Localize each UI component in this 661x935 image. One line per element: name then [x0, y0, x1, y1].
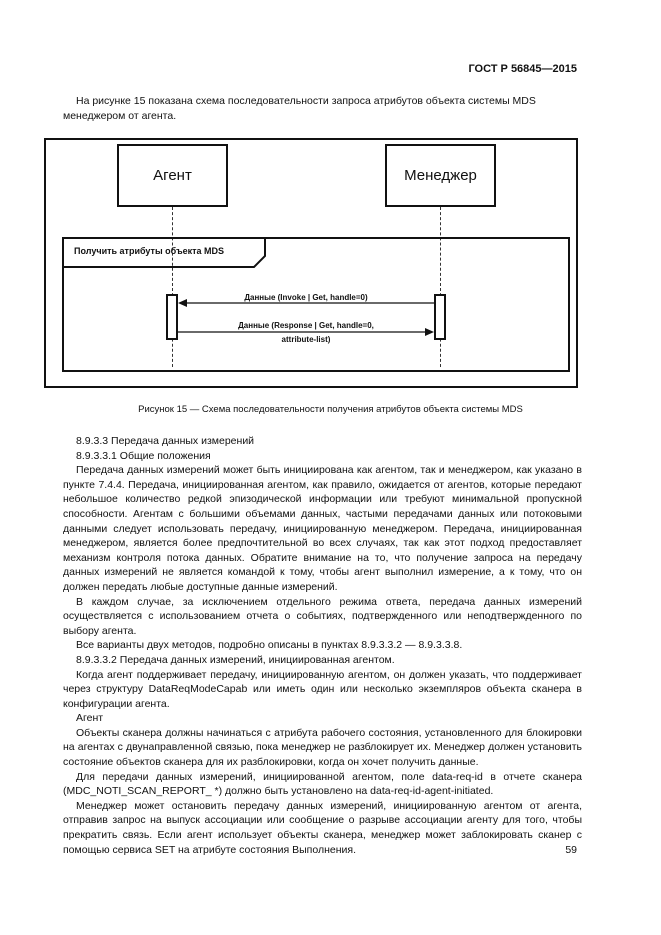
- paragraph: Когда агент поддерживает передачу, инициированную агентом, он должен указать, что поддерживает через структуру DataReqModeCapab или иметь один или несколько экземпляров объекта сканера в конфигурации агента.: [63, 668, 582, 710]
- actor-manager-label: Менеджер: [404, 167, 477, 184]
- subsection-heading: 8.9.3.3.2 Передача данных измерений, инициированная агентом.: [76, 653, 395, 666]
- paragraph: Все варианты двух методов, подробно описаны в пунктах 8.9.3.3.2 — 8.9.3.3.8.: [76, 639, 463, 652]
- response-message-label-2: attribute-list): [281, 335, 331, 344]
- subsection-heading: 8.9.3.3.1 Общие положения: [76, 449, 211, 462]
- actor-agent-label: Агент: [153, 167, 192, 184]
- paragraph: Менеджер может остановить передачу данных измерений, инициированную агентом от агента, отправив запрос на выпуск ассоциации или сообщение о разрыве ассоциации агенту для того, чтобы прекратить связь. Если агент использует объекты сканера, менеджер может заблокировать сканер с помощью сервиса SET на атрибуте состояния Выполнения.: [63, 799, 582, 856]
- request-message-label: Данные (Invoke | Get, handle=0): [244, 293, 368, 302]
- paragraph: В каждом случае, за исключением отдельного режима ответа, передача данных измерений осуществляется с использованием отчета о событиях, подтвержденного или неподтвержденного по выбору агента.: [63, 595, 582, 637]
- paragraph: Передача данных измерений может быть инициирована как агентом, так и менеджером, как указано в пункте 7.4.4. Передача, инициированная агентом, как правило, ожидается от агентов, которые передают небольшое количество редкой эпизодической информации или требуют минимальной пропускной способности. Агентам с большими объемами данных, частыми передачами данных или потоковыми данными следует использовать передачу, инициированную менеджером. Передача, инициированная менеджером, является более предпочтительной во всех случаях, так как этот подход предоставляет механизм контроля потока данных. Обратите внимание на то, что получение запроса на передачу данных измерений не является командой к тому, чтобы агент выполнил измерение, а к тому, что он должен передать любые доступные данные измерений.: [63, 464, 582, 593]
- paragraph: Объекты сканера должны начинаться с атрибута рабочего состояния, установленного для блокировки на агентах с двунаправленной связью, пока менеджер не разблокирует их. Менеджер должен установить состояние объектов сканера для их разблокировки, когда он хочет получить данные.: [63, 726, 582, 769]
- document-standard-number: ГОСТ Р 56845—2015: [468, 63, 577, 75]
- paragraph: Для передачи данных измерений, инициированной агентом, поле data-req-id в отчете сканера (MDC_NOTI_SCAN_REPORT_ *) должно быть установлено на data-req-id-agent-initiated.: [63, 770, 582, 798]
- paragraph: Агент: [76, 712, 104, 725]
- section-heading: 8.9.3.3 Передача данных измерений: [76, 435, 255, 447]
- page-number: 59: [565, 844, 577, 856]
- fragment-label: Получить атрибуты объекта MDS: [74, 246, 225, 256]
- intro-paragraph: На рисунке 15 показана схема последовательности запроса атрибутов объекта системы MDS менеджером от агента.: [63, 95, 536, 122]
- response-message-label-1: Данные (Response | Get, handle=0,: [238, 321, 374, 330]
- figure-caption: Рисунок 15 — Схема последовательности получения атрибутов объекта системы MDS: [138, 404, 523, 415]
- body-text: [63, 434, 582, 857]
